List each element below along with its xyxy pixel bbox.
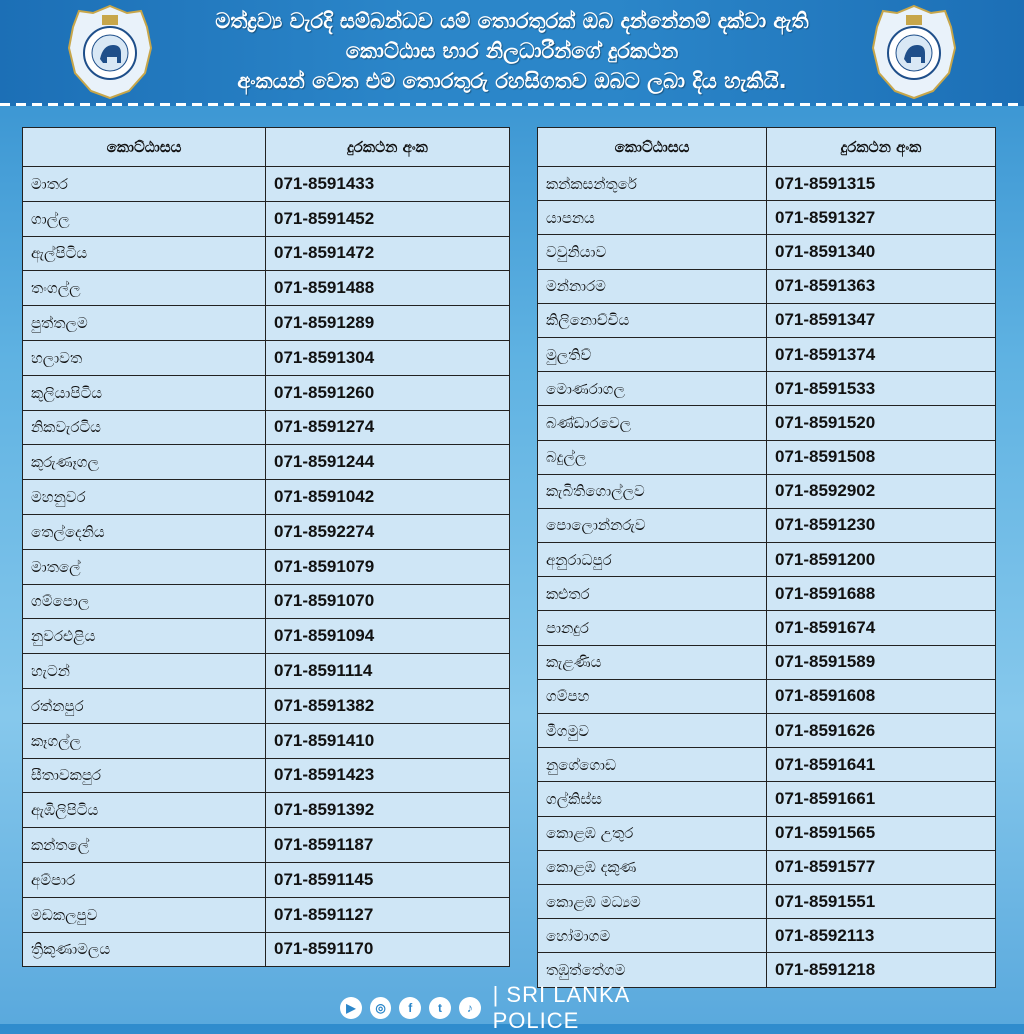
tiktok-icon[interactable]: ♪ bbox=[459, 997, 481, 1019]
phone-number: 071-8591274 bbox=[274, 417, 375, 437]
table-row bbox=[23, 862, 509, 897]
page-title bbox=[160, 6, 864, 96]
phone-number: 071-8591347 bbox=[775, 310, 876, 330]
table-row bbox=[23, 479, 509, 514]
phone-number: 071-8591127 bbox=[274, 904, 374, 924]
division-name: කැබිතිගොල්ලව bbox=[538, 475, 767, 508]
division-name: කන්තලේ bbox=[23, 828, 266, 862]
division-name: මාතලේ bbox=[23, 550, 266, 584]
table-row bbox=[538, 508, 995, 542]
phone-number: 071-8592274 bbox=[274, 521, 375, 541]
column-header-phone: දුරකථන අංක bbox=[840, 138, 922, 156]
phone-number: 071-8591114 bbox=[274, 661, 373, 681]
phone-number: 071-8591382 bbox=[274, 695, 375, 715]
division-name: ත්‍රිකුණාමලය bbox=[23, 933, 266, 967]
phone-number: 071-8591340 bbox=[775, 241, 876, 261]
division-name: බණ්ඩාරවෙල bbox=[538, 406, 767, 439]
table-row bbox=[23, 305, 509, 340]
phone-number: 071-8591520 bbox=[775, 412, 876, 432]
division-name: වවුනියාව bbox=[538, 235, 767, 268]
table-row bbox=[23, 410, 509, 445]
facebook-icon[interactable]: f bbox=[399, 997, 421, 1019]
table-row bbox=[538, 816, 995, 850]
phone-number: 071-8591230 bbox=[775, 515, 876, 535]
division-name: බදුල්ල bbox=[538, 441, 767, 474]
table-row bbox=[23, 584, 509, 619]
column-header-phone: දුරකථන අංක bbox=[347, 138, 428, 156]
division-name: රත්නපුර bbox=[23, 689, 266, 723]
phone-number: 071-8591200 bbox=[775, 549, 876, 569]
division-name: තෙල්දෙනිය bbox=[23, 515, 266, 549]
table-row bbox=[23, 932, 509, 967]
division-name: නුවරඑළිය bbox=[23, 619, 266, 653]
phone-number: 071-8591289 bbox=[274, 313, 375, 333]
phone-number: 071-8591661 bbox=[775, 788, 876, 808]
table-row bbox=[538, 234, 995, 268]
division-name: මුලතිව් bbox=[538, 338, 767, 371]
division-name: ඇඹිලිපිටිය bbox=[23, 793, 266, 827]
division-name: ගම්පොල bbox=[23, 585, 266, 619]
phone-number: 071-8591327 bbox=[775, 207, 876, 227]
phone-number: 071-8591304 bbox=[274, 347, 375, 367]
division-name: කුරුණෑගල bbox=[23, 445, 266, 479]
table-row bbox=[538, 747, 995, 781]
division-name: කිලිනොච්චිය bbox=[538, 304, 767, 337]
division-name: පොලොන්නරුව bbox=[538, 509, 767, 542]
phone-number: 071-8591433 bbox=[274, 173, 375, 193]
division-name: කන්කසන්තුරේ bbox=[538, 167, 767, 200]
table-row bbox=[538, 918, 995, 952]
phone-number: 071-8591187 bbox=[274, 835, 374, 855]
division-name: පානදුර bbox=[538, 611, 767, 644]
division-name: ගාල්ල bbox=[23, 202, 266, 236]
social-footer bbox=[340, 982, 720, 1033]
division-name: කුලියාපිටිය bbox=[23, 376, 266, 410]
division-name: මාතර bbox=[23, 167, 266, 201]
phone-number: 071-8591392 bbox=[274, 800, 375, 820]
table-row bbox=[538, 200, 995, 234]
phone-number: 071-8591641 bbox=[775, 754, 876, 774]
phone-number: 071-8591688 bbox=[775, 583, 876, 603]
phone-number: 071-8591577 bbox=[775, 857, 876, 877]
division-phone-table-right bbox=[537, 127, 996, 988]
table-row bbox=[538, 474, 995, 508]
division-name: අනුරාධපුර bbox=[538, 543, 767, 576]
phone-number: 071-8591626 bbox=[775, 720, 876, 740]
table-row bbox=[538, 679, 995, 713]
instagram-icon[interactable]: ◎ bbox=[370, 997, 392, 1019]
phone-number: 071-8591533 bbox=[775, 378, 876, 398]
division-name: කළුතර bbox=[538, 577, 767, 610]
division-name: කොළඹ දකුණ bbox=[538, 851, 767, 884]
division-name: හැටන් bbox=[23, 654, 266, 688]
title-line-1: මත්ද්‍රව්‍ය වැරදි සම්බන්ධව යම් තොරතුරක් ඔබ දන්නේනම් දක්වා ඇති bbox=[215, 9, 809, 33]
phone-number: 071-8591042 bbox=[274, 487, 375, 507]
table-row bbox=[23, 758, 509, 793]
table-row bbox=[23, 792, 509, 827]
table-row bbox=[538, 542, 995, 576]
division-name: ගල්කිස්ස bbox=[538, 782, 767, 815]
table-row bbox=[538, 371, 995, 405]
dashed-divider bbox=[0, 103, 1024, 106]
table-row bbox=[23, 897, 509, 932]
phone-number: 071-8591363 bbox=[775, 276, 876, 296]
phone-number: 071-8591452 bbox=[274, 208, 375, 228]
table-row bbox=[23, 653, 509, 688]
phone-number: 071-8591170 bbox=[274, 939, 374, 959]
division-name: යාපනය bbox=[538, 201, 767, 234]
phone-number: 071-8591410 bbox=[274, 730, 375, 750]
table-header-row bbox=[538, 128, 995, 166]
phone-number: 071-8591589 bbox=[775, 652, 876, 672]
table-row bbox=[23, 514, 509, 549]
division-name: කැළණිය bbox=[538, 646, 767, 679]
phone-number: 071-8591488 bbox=[274, 278, 375, 298]
division-name: කෑගල්ල bbox=[23, 724, 266, 758]
title-line-3: අංකයන් වෙත එම තොරතුරු රහසිගතව ඔබට ලබා දිය හැකියි. bbox=[237, 69, 787, 93]
table-row bbox=[23, 549, 509, 584]
division-name: මීගමුව bbox=[538, 714, 767, 747]
phone-number: 071-8591094 bbox=[274, 626, 375, 646]
division-name: නිකවැරටිය bbox=[23, 411, 266, 445]
phone-number: 071-8591508 bbox=[775, 447, 876, 467]
division-name: ගම්පහ bbox=[538, 680, 767, 713]
header-banner bbox=[0, 0, 1024, 106]
division-name: හලාවත bbox=[23, 341, 266, 375]
phone-number: 071-8592902 bbox=[775, 481, 876, 501]
table-row bbox=[23, 201, 509, 236]
division-name: මොණරාගල bbox=[538, 372, 767, 405]
phone-number: 071-8591674 bbox=[775, 618, 876, 638]
column-header-division: කොට්ඨාසය bbox=[23, 128, 266, 166]
table-row bbox=[538, 303, 995, 337]
brand-label: | SRI LANKA POLICE bbox=[492, 982, 630, 1033]
table-row bbox=[23, 618, 509, 653]
division-name: සීතාවකපුර bbox=[23, 759, 266, 793]
division-name: තඹුත්තේගම bbox=[538, 953, 767, 986]
table-row bbox=[23, 270, 509, 305]
division-name: නුගේගොඩ bbox=[538, 748, 767, 781]
division-phone-table-left bbox=[22, 127, 510, 967]
table-row bbox=[23, 723, 509, 758]
phone-number: 071-8591315 bbox=[775, 173, 876, 193]
table-header-row bbox=[23, 128, 509, 166]
division-name: මන්නාරම bbox=[538, 270, 767, 303]
table-row bbox=[23, 236, 509, 271]
table-row bbox=[538, 713, 995, 747]
division-name: තංගල්ල bbox=[23, 271, 266, 305]
phone-number: 071-8591218 bbox=[775, 959, 876, 979]
police-emblem-icon bbox=[871, 3, 957, 101]
phone-number: 071-8591070 bbox=[274, 591, 375, 611]
table-row bbox=[23, 375, 509, 410]
division-name: පුත්තලම bbox=[23, 306, 266, 340]
table-row bbox=[538, 781, 995, 815]
table-row bbox=[538, 610, 995, 644]
phone-number: 071-8592113 bbox=[775, 925, 875, 945]
twitter-icon[interactable]: t bbox=[429, 997, 451, 1019]
division-name: කොළඹ උතුර bbox=[538, 817, 767, 850]
phone-number: 071-8591551 bbox=[775, 891, 876, 911]
police-emblem-icon bbox=[67, 3, 153, 101]
table-row bbox=[538, 337, 995, 371]
table-row bbox=[23, 340, 509, 375]
phone-number: 071-8591608 bbox=[775, 686, 876, 706]
division-name: හෝමාගම bbox=[538, 919, 767, 952]
table-row bbox=[23, 444, 509, 479]
division-name: මඩකලපුව bbox=[23, 898, 266, 932]
phone-number: 071-8591472 bbox=[274, 243, 375, 263]
table-row bbox=[23, 827, 509, 862]
table-row bbox=[23, 166, 509, 201]
youtube-icon[interactable]: ▶ bbox=[340, 997, 362, 1019]
phone-number: 071-8591260 bbox=[274, 382, 375, 402]
table-row bbox=[538, 269, 995, 303]
phone-number: 071-8591079 bbox=[274, 556, 375, 576]
table-row bbox=[538, 884, 995, 918]
table-row bbox=[23, 688, 509, 723]
column-header-division: කොට්ඨාසය bbox=[538, 128, 767, 166]
division-name: ඇල්පිටිය bbox=[23, 237, 266, 271]
division-name: අම්පාර bbox=[23, 863, 266, 897]
phone-number: 071-8591374 bbox=[775, 344, 876, 364]
table-row bbox=[538, 440, 995, 474]
division-name: කොළඹ මධ්‍යම bbox=[538, 885, 767, 918]
table-row bbox=[538, 405, 995, 439]
table-row bbox=[538, 850, 995, 884]
division-name: මහනුවර bbox=[23, 480, 266, 514]
phone-number: 071-8591244 bbox=[274, 452, 375, 472]
phone-number: 071-8591423 bbox=[274, 765, 375, 785]
table-row bbox=[538, 166, 995, 200]
title-line-2: කොට්ඨාස භාර නිලධාරීන්ගේ දුරකථන bbox=[345, 39, 679, 63]
phone-number: 071-8591565 bbox=[775, 823, 876, 843]
table-row bbox=[538, 576, 995, 610]
table-row bbox=[538, 645, 995, 679]
phone-number: 071-8591145 bbox=[274, 869, 374, 889]
